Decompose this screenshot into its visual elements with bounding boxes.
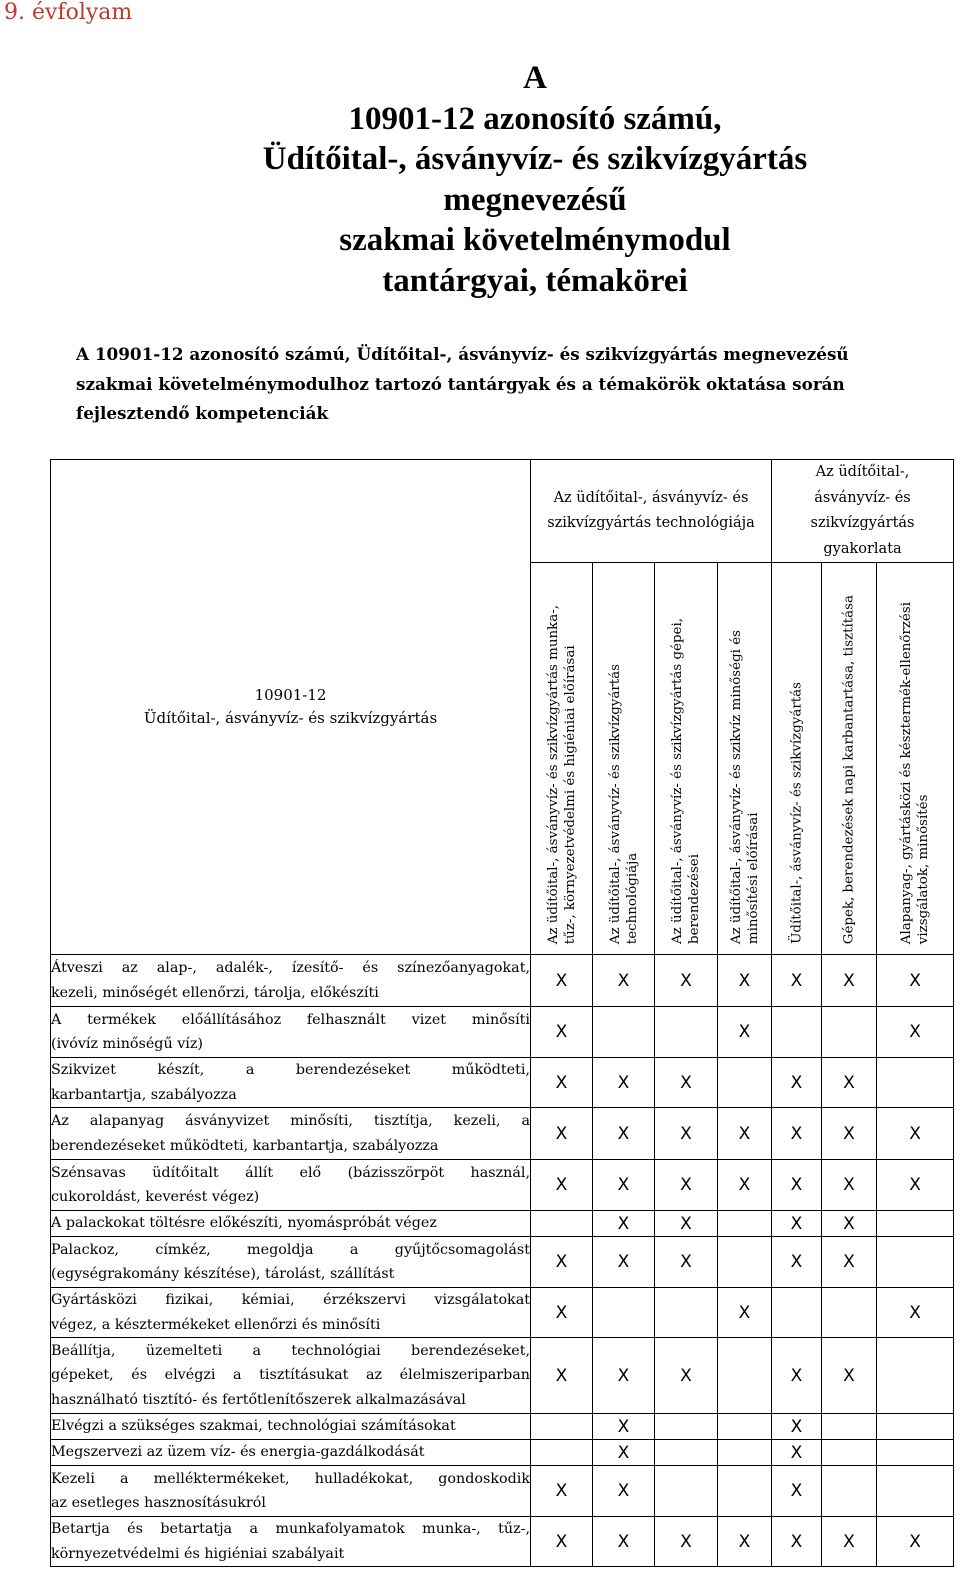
topic-header-line: Az üdítőital-, ásványvíz- és szikvízgyártás gépei, bbox=[670, 618, 685, 944]
table-row bbox=[51, 1058, 954, 1108]
x-mark: X bbox=[790, 970, 803, 991]
mark-cell bbox=[822, 1160, 877, 1211]
mark-cell bbox=[531, 1007, 593, 1058]
mark-cell bbox=[593, 955, 655, 1007]
mark-cell bbox=[822, 1517, 877, 1567]
topic-header-text bbox=[607, 664, 641, 944]
topic-header-text bbox=[545, 605, 579, 944]
x-mark: X bbox=[617, 1531, 630, 1552]
topic-header-line: tűz-, környezetvédelmi és higiéniai előírásai bbox=[562, 645, 578, 944]
mark-cell bbox=[877, 1058, 954, 1108]
mark-cell bbox=[877, 1160, 954, 1211]
mark-cell bbox=[593, 1108, 655, 1160]
x-mark: X bbox=[790, 1072, 803, 1093]
x-mark: X bbox=[617, 1252, 630, 1272]
x-mark: X bbox=[738, 1531, 751, 1552]
group-header-line: gyakorlata bbox=[823, 540, 902, 557]
competency-line: Betartja és betartatja a munkafolyamatok munka-, tűz-, bbox=[51, 1521, 530, 1537]
group-header-line: Az üdítőital-, bbox=[815, 464, 910, 480]
topic-header-line: vizsgálatok, minősítés bbox=[916, 794, 932, 944]
topic-header-text bbox=[728, 630, 762, 944]
x-mark: X bbox=[555, 1481, 568, 1501]
x-mark: X bbox=[790, 1442, 803, 1463]
x-mark: X bbox=[843, 1213, 855, 1234]
group-header-line: szikvízgyártás technológiája bbox=[547, 515, 755, 531]
topic-header bbox=[655, 563, 718, 955]
mark-cell bbox=[822, 1211, 877, 1237]
mark-cell bbox=[718, 1288, 772, 1338]
mark-cell bbox=[718, 1517, 772, 1567]
mark-cell bbox=[593, 1440, 655, 1466]
mark-cell bbox=[531, 1160, 593, 1211]
x-mark: X bbox=[790, 1416, 803, 1437]
mark-cell bbox=[531, 1108, 593, 1160]
mark-cell bbox=[877, 1440, 954, 1466]
mark-cell bbox=[718, 955, 772, 1007]
competencies-intro bbox=[76, 340, 936, 429]
topic-header-line: Az üdítőital-, ásványvíz- és szikvízgyártás munka-, bbox=[545, 604, 561, 944]
table-row bbox=[51, 1007, 954, 1058]
competency-line: az esetleges hasznosításukról bbox=[51, 1495, 266, 1511]
x-mark: X bbox=[790, 1213, 803, 1234]
competency-line: Palackoz, címkéz, megoldja a gyűjtőcsomagolást bbox=[51, 1241, 530, 1258]
title-line: A bbox=[523, 60, 547, 96]
x-mark: X bbox=[680, 1072, 692, 1093]
mark-cell bbox=[877, 1414, 954, 1440]
mark-cell bbox=[772, 955, 822, 1007]
mark-cell bbox=[718, 1237, 772, 1288]
mark-cell bbox=[822, 1007, 877, 1058]
mark-cell bbox=[822, 1338, 877, 1414]
mark-cell bbox=[531, 1517, 593, 1567]
mark-cell bbox=[718, 1414, 772, 1440]
title-line: szakmai követelménymodul bbox=[339, 222, 731, 258]
x-mark: X bbox=[843, 1531, 855, 1552]
mark-cell bbox=[772, 1288, 822, 1338]
x-mark: X bbox=[617, 1123, 630, 1144]
competency-table bbox=[50, 459, 954, 1567]
x-mark: X bbox=[617, 1481, 630, 1501]
competency-cell bbox=[51, 1058, 531, 1108]
topic-header bbox=[593, 563, 655, 955]
mark-cell bbox=[593, 1160, 655, 1211]
mark-cell bbox=[655, 1466, 718, 1517]
mark-cell bbox=[655, 1237, 718, 1288]
x-mark: X bbox=[555, 1252, 568, 1272]
mark-cell bbox=[718, 1058, 772, 1108]
x-mark: X bbox=[738, 1123, 751, 1144]
mark-cell bbox=[877, 1338, 954, 1414]
x-mark: X bbox=[909, 1302, 921, 1323]
mark-cell bbox=[655, 1414, 718, 1440]
mark-cell bbox=[822, 1440, 877, 1466]
competency-cell bbox=[51, 1414, 531, 1440]
topic-header-text bbox=[788, 682, 805, 944]
mark-cell bbox=[655, 1211, 718, 1237]
module-title bbox=[110, 58, 960, 300]
x-mark: X bbox=[555, 1365, 568, 1386]
competency-line: Elvégzi a szükséges szakmai, technológiai számításokat bbox=[51, 1418, 456, 1435]
x-mark: X bbox=[617, 1416, 630, 1437]
competency-line: gépeket, és elvégzi a tisztításukat az élelmiszeriparban bbox=[51, 1367, 530, 1384]
table-row bbox=[51, 1466, 954, 1517]
mark-cell bbox=[531, 1440, 593, 1466]
x-mark: X bbox=[555, 1531, 568, 1552]
mark-cell bbox=[718, 1338, 772, 1414]
x-mark: X bbox=[790, 1531, 803, 1552]
x-mark: X bbox=[680, 970, 692, 991]
topic-header-line: berendezései bbox=[687, 853, 702, 944]
table-row bbox=[51, 1517, 954, 1567]
mark-cell bbox=[593, 1211, 655, 1237]
table-corner-header bbox=[51, 460, 531, 955]
competency-line: környezetvédelmi és higiéniai szabályait bbox=[51, 1545, 345, 1562]
x-mark: X bbox=[680, 1252, 692, 1272]
x-mark: X bbox=[617, 1213, 630, 1234]
competency-line: A palackokat töltésre előkészíti, nyomáspróbát végez bbox=[51, 1215, 437, 1232]
mark-cell bbox=[655, 1160, 718, 1211]
x-mark: X bbox=[680, 1531, 692, 1552]
competency-cell bbox=[51, 1211, 531, 1237]
table-row bbox=[51, 1338, 954, 1414]
mark-cell bbox=[655, 1517, 718, 1567]
x-mark: X bbox=[909, 1022, 921, 1042]
grade-label: 9. évfolyam bbox=[4, 0, 133, 25]
mark-cell bbox=[593, 1466, 655, 1517]
topic-header-text bbox=[841, 595, 858, 944]
competency-line: használható tisztító- és fertőtlenítőszerek alkalmazásával bbox=[51, 1391, 466, 1408]
mark-cell bbox=[772, 1517, 822, 1567]
x-mark: X bbox=[555, 1302, 568, 1323]
x-mark: X bbox=[680, 1213, 692, 1234]
competency-line: karbantartja, szabályozza bbox=[51, 1086, 237, 1103]
x-mark: X bbox=[843, 1365, 855, 1386]
topic-header bbox=[822, 563, 877, 955]
competency-cell bbox=[51, 1440, 531, 1466]
competency-cell bbox=[51, 1160, 531, 1211]
table-row bbox=[51, 1414, 954, 1440]
mark-cell bbox=[822, 1237, 877, 1288]
mark-cell bbox=[822, 1108, 877, 1160]
mark-cell bbox=[718, 1007, 772, 1058]
x-mark: X bbox=[909, 1175, 921, 1195]
competency-cell bbox=[51, 1007, 531, 1058]
mark-cell bbox=[877, 1211, 954, 1237]
competency-cell bbox=[51, 1338, 531, 1414]
group-header-technology bbox=[531, 460, 772, 563]
competency-line: Szénsavas üdítőitalt állít elő (bázisszörpöt használ, bbox=[51, 1164, 530, 1181]
table-row bbox=[51, 1108, 954, 1160]
x-mark: X bbox=[843, 1175, 855, 1195]
x-mark: X bbox=[843, 1072, 855, 1093]
mark-cell bbox=[877, 1288, 954, 1338]
mark-cell bbox=[772, 1414, 822, 1440]
mark-cell bbox=[877, 1517, 954, 1567]
mark-cell bbox=[877, 1237, 954, 1288]
topic-header bbox=[877, 563, 954, 955]
x-mark: X bbox=[738, 1302, 751, 1323]
mark-cell bbox=[772, 1160, 822, 1211]
mark-cell bbox=[718, 1160, 772, 1211]
mark-cell bbox=[593, 1288, 655, 1338]
group-header-practice bbox=[772, 460, 954, 563]
x-mark: X bbox=[738, 1022, 751, 1042]
table-row bbox=[51, 1440, 954, 1466]
mark-cell bbox=[655, 955, 718, 1007]
group-header-line: ásványvíz- és bbox=[814, 489, 911, 506]
x-mark: X bbox=[555, 1175, 568, 1195]
mark-cell bbox=[593, 1414, 655, 1440]
mark-cell bbox=[772, 1108, 822, 1160]
topic-header-text bbox=[669, 618, 703, 944]
x-mark: X bbox=[680, 1175, 692, 1195]
x-mark: X bbox=[555, 1123, 568, 1144]
mark-cell bbox=[718, 1440, 772, 1466]
competency-line: Gyártásközi fizikai, kémiai, érzékszervi vizsgálatokat bbox=[51, 1292, 530, 1308]
mark-cell bbox=[531, 1058, 593, 1108]
x-mark: X bbox=[790, 1175, 803, 1195]
x-mark: X bbox=[843, 1252, 855, 1272]
competency-cell bbox=[51, 955, 531, 1007]
x-mark: X bbox=[790, 1365, 803, 1386]
mark-cell bbox=[531, 1237, 593, 1288]
competency-line: (egységrakomány készítése), tárolást, szállítást bbox=[51, 1266, 395, 1282]
topic-header-line: minősítési előírásai bbox=[745, 812, 761, 944]
mark-cell bbox=[593, 1338, 655, 1414]
mark-cell bbox=[718, 1108, 772, 1160]
mark-cell bbox=[593, 1517, 655, 1567]
x-mark: X bbox=[738, 1175, 751, 1195]
x-mark: X bbox=[738, 970, 751, 991]
mark-cell bbox=[593, 1058, 655, 1108]
x-mark: X bbox=[790, 1123, 803, 1144]
competency-cell bbox=[51, 1237, 531, 1288]
corner-line: Üdítőital-, ásványvíz- és szikvízgyártás bbox=[143, 709, 438, 727]
intro-line: fejlesztendő kompetenciák bbox=[76, 403, 329, 423]
competency-line: Az alapanyag ásványvizet minősíti, tisztítja, kezeli, a bbox=[51, 1113, 530, 1129]
mark-cell bbox=[531, 955, 593, 1007]
topic-header-text bbox=[898, 602, 932, 944]
x-mark: X bbox=[790, 1252, 803, 1272]
mark-cell bbox=[822, 1058, 877, 1108]
competency-cell bbox=[51, 1108, 531, 1160]
competency-line: végez, a késztermékeket ellenőrzi és minősíti bbox=[51, 1316, 381, 1333]
mark-cell bbox=[531, 1466, 593, 1517]
table-row bbox=[51, 955, 954, 1007]
x-mark: X bbox=[555, 1072, 568, 1093]
competency-cell bbox=[51, 1466, 531, 1517]
competency-line: (ivóvíz minőségű víz) bbox=[51, 1036, 203, 1052]
mark-cell bbox=[531, 1414, 593, 1440]
competency-line: Megszervezi az üzem víz- és energia-gazdálkodását bbox=[51, 1444, 425, 1461]
topic-header-line: Gépek, berendezések napi karbantartása, tisztítása bbox=[841, 594, 857, 944]
topic-header bbox=[772, 563, 822, 955]
mark-cell bbox=[877, 1007, 954, 1058]
title-line: megnevezésű bbox=[443, 181, 627, 218]
intro-line: szakmai követelménymodulhoz tartozó tantárgyak és a témakörök oktatása során bbox=[76, 373, 845, 394]
mark-cell bbox=[822, 1288, 877, 1338]
topic-header bbox=[531, 563, 593, 955]
x-mark: X bbox=[617, 1175, 630, 1195]
group-header-line: szikvízgyártás bbox=[810, 515, 915, 531]
mark-cell bbox=[877, 1108, 954, 1160]
competency-line: A termékek előállításához felhasznált vizet minősíti bbox=[51, 1011, 530, 1028]
mark-cell bbox=[655, 1007, 718, 1058]
mark-cell bbox=[593, 1237, 655, 1288]
x-mark: X bbox=[680, 1123, 692, 1144]
x-mark: X bbox=[843, 970, 855, 991]
x-mark: X bbox=[909, 970, 921, 991]
mark-cell bbox=[772, 1211, 822, 1237]
x-mark: X bbox=[617, 1072, 630, 1093]
mark-cell bbox=[593, 1007, 655, 1058]
mark-cell bbox=[772, 1007, 822, 1058]
mark-cell bbox=[531, 1288, 593, 1338]
mark-cell bbox=[655, 1058, 718, 1108]
topic-header-line: technológiája bbox=[624, 852, 640, 944]
x-mark: X bbox=[617, 1365, 630, 1386]
mark-cell bbox=[655, 1108, 718, 1160]
competency-line: cukoroldást, keverést végez) bbox=[51, 1189, 260, 1205]
topic-header-line: Az üdítőital-, ásványvíz- és szikvízgyártás bbox=[607, 663, 623, 944]
title-line: Üdítőital-, ásványvíz- és szikvízgyártás bbox=[262, 141, 808, 177]
mark-cell bbox=[655, 1288, 718, 1338]
mark-cell bbox=[531, 1211, 593, 1237]
table-row bbox=[51, 1288, 954, 1338]
x-mark: X bbox=[555, 1022, 568, 1042]
mark-cell bbox=[655, 1338, 718, 1414]
topic-header-line: Alapanyag-, gyártásközi és késztermék-ellenőrzési bbox=[899, 601, 915, 944]
competency-line: Beállítja, üzemelteti a technológiai berendezéseket, bbox=[51, 1342, 530, 1359]
competency-line: Kezeli a melléktermékeket, hulladékokat, gondoskodik bbox=[51, 1470, 530, 1487]
group-header-line: Az üdítőital-, ásványvíz- és bbox=[553, 489, 749, 506]
competency-cell bbox=[51, 1517, 531, 1567]
table-row bbox=[51, 1211, 954, 1237]
mark-cell bbox=[877, 1466, 954, 1517]
x-mark: X bbox=[909, 1123, 921, 1144]
mark-cell bbox=[772, 1338, 822, 1414]
competency-cell bbox=[51, 1288, 531, 1338]
topic-header-line: Az üdítőital-, ásványvíz- és szikvíz minőségi és bbox=[728, 629, 744, 944]
title-line: 10901-12 azonosító számú, bbox=[348, 100, 722, 137]
x-mark: X bbox=[843, 1123, 855, 1144]
mark-cell bbox=[877, 955, 954, 1007]
mark-cell bbox=[531, 1338, 593, 1414]
mark-cell bbox=[655, 1440, 718, 1466]
mark-cell bbox=[718, 1466, 772, 1517]
topic-header-line: Üdítőital-, ásványvíz- és szikvízgyártás bbox=[789, 682, 804, 944]
competency-line: berendezéseket működteti, karbantartja, szabályozza bbox=[51, 1137, 439, 1154]
corner-line: 10901-12 bbox=[254, 686, 327, 704]
x-mark: X bbox=[790, 1481, 803, 1501]
competency-line: kezeli, minőségét ellenőrzi, tárolja, előkészíti bbox=[51, 984, 379, 1001]
mark-cell bbox=[772, 1237, 822, 1288]
x-mark: X bbox=[555, 970, 568, 991]
mark-cell bbox=[718, 1211, 772, 1237]
competency-line: Átveszi az alap-, adalék-, ízesítő- és színezőanyagokat, bbox=[51, 960, 530, 976]
x-mark: X bbox=[680, 1365, 692, 1386]
mark-cell bbox=[772, 1058, 822, 1108]
table-row bbox=[51, 1160, 954, 1211]
title-line: tantárgyai, témakörei bbox=[382, 262, 688, 299]
x-mark: X bbox=[909, 1531, 921, 1552]
mark-cell bbox=[772, 1466, 822, 1517]
mark-cell bbox=[822, 1414, 877, 1440]
intro-line: A 10901-12 azonosító számú, Üdítőital-, ásványvíz- és szikvízgyártás megnevezésű bbox=[76, 344, 849, 364]
competency-line: Szikvizet készít, a berendezéseket működteti, bbox=[51, 1062, 530, 1078]
x-mark: X bbox=[617, 1442, 630, 1463]
x-mark: X bbox=[617, 970, 630, 991]
mark-cell bbox=[822, 1466, 877, 1517]
mark-cell bbox=[822, 955, 877, 1007]
mark-cell bbox=[772, 1440, 822, 1466]
topic-header bbox=[718, 563, 772, 955]
table-row bbox=[51, 1237, 954, 1288]
